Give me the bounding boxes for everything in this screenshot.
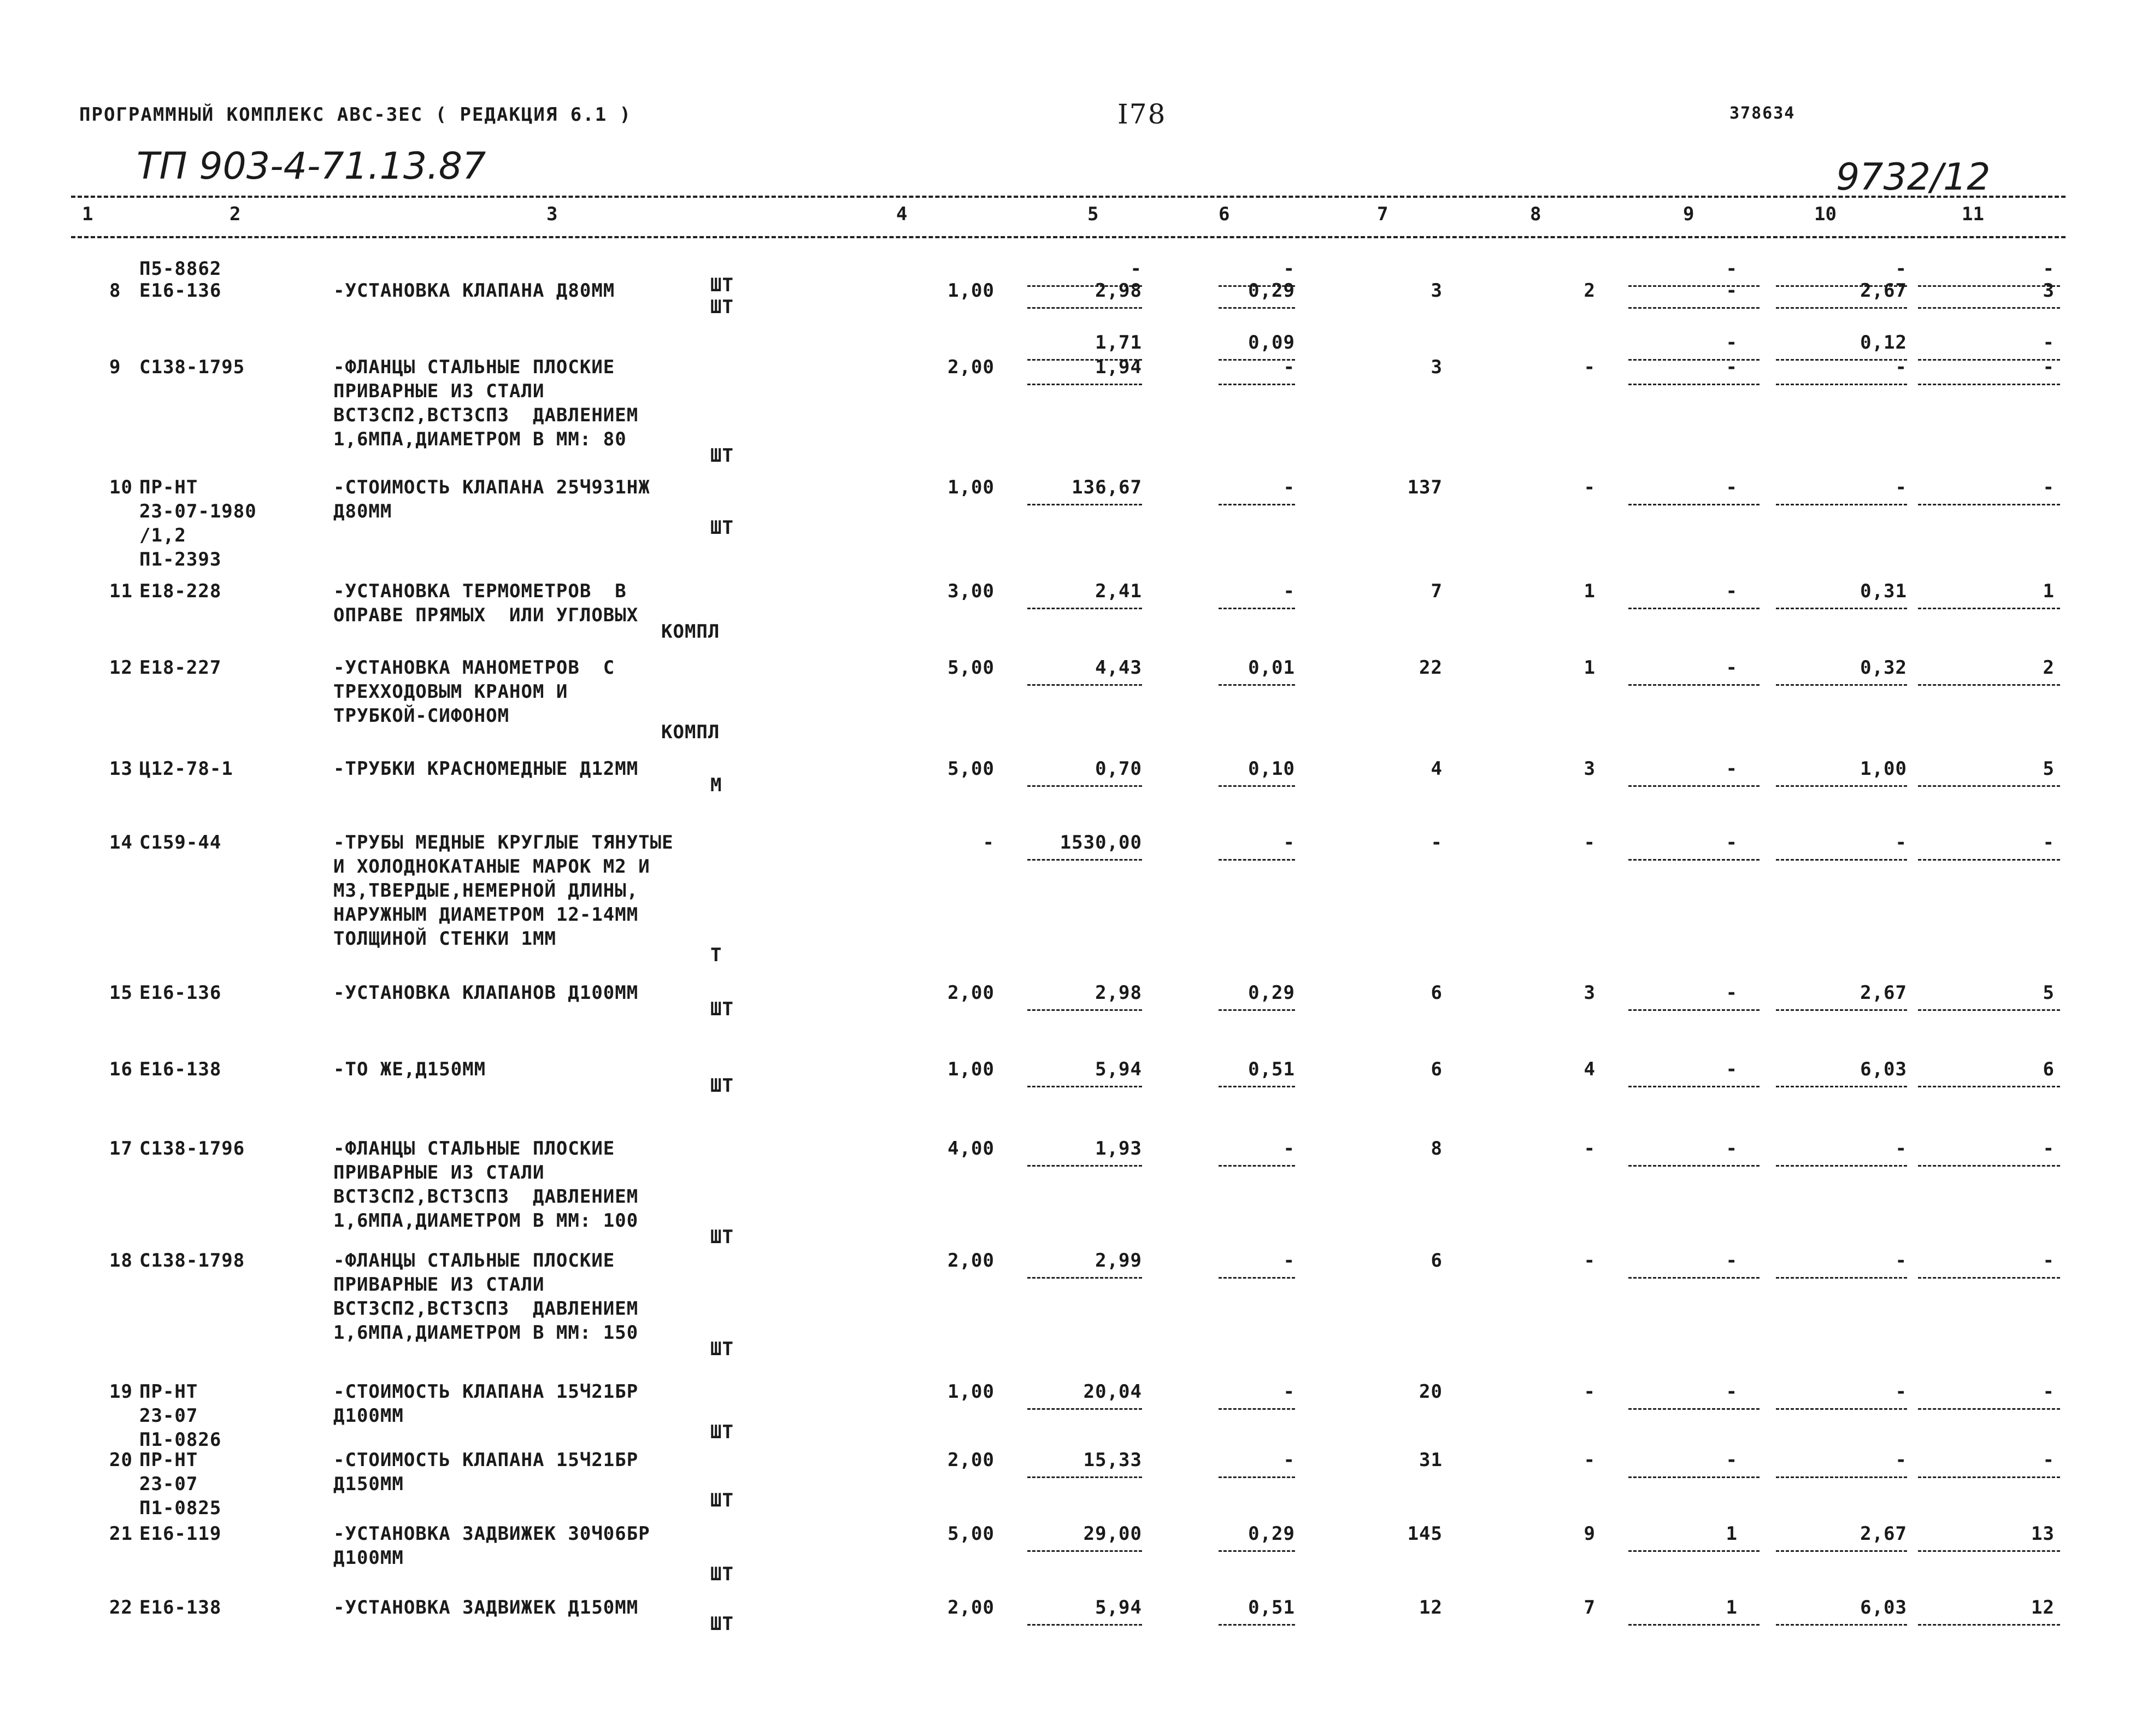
cell-num: 18 bbox=[109, 1250, 133, 1272]
cell-c11: 6 bbox=[2043, 1058, 2055, 1080]
cell-desc: -ТРУБЫ МЕДНЫЕ КРУГЛЫЕ ТЯНУТЫЕ И ХОЛОДНОКАТАНЫЕ МАРОК М2 И М3,ТВЕРДЫЕ,НЕМЕРНОЙ ДЛИНЫ, НАРУЖНЫМ ДИАМЕТРОМ 12-14ММ ТОЛЩИНОЙ СТЕНКИ 1ММ bbox=[333, 832, 674, 950]
dashed-rule bbox=[1219, 1624, 1295, 1626]
cell-qty: 3,00 bbox=[948, 580, 995, 602]
cell-c6: - bbox=[1283, 258, 1295, 280]
cell-c8: 4 bbox=[1584, 1058, 1596, 1080]
dashed-rule bbox=[1628, 1624, 1760, 1626]
dashed-rule bbox=[1776, 684, 1907, 686]
cell-c5: 2,98 bbox=[1095, 982, 1142, 1004]
dashed-rule bbox=[1628, 859, 1760, 861]
cell-c5: 1,93 bbox=[1095, 1138, 1142, 1160]
cell-desc: -ФЛАНЦЫ СТАЛЬНЫЕ ПЛОСКИЕ ПРИВАРНЫЕ ИЗ СТАЛИ ВСТ3СП2,ВСТ3СП3 ДАВЛЕНИЕМ 1,6МПА,ДИАМЕТРОМ В ММ: 100 bbox=[333, 1138, 639, 1232]
cell-code: Е16-119 bbox=[139, 1523, 222, 1545]
cell-unit: М bbox=[710, 774, 722, 796]
dashed-rule bbox=[1027, 785, 1142, 787]
cell-num: 14 bbox=[109, 832, 133, 854]
cell-desc: -ФЛАНЦЫ СТАЛЬНЫЕ ПЛОСКИЕ ПРИВАРНЫЕ ИЗ СТАЛИ ВСТ3СП2,ВСТ3СП3 ДАВЛЕНИЕМ 1,6МПА,ДИАМЕТРОМ В ММ: 80 bbox=[333, 356, 639, 450]
cell-c7: 7 bbox=[1431, 580, 1443, 602]
cell-c5: 1530,00 bbox=[1060, 832, 1142, 854]
cell-c10: 1,00 bbox=[1860, 758, 1907, 780]
cell-c6: 0,10 bbox=[1248, 758, 1295, 780]
dashed-rule bbox=[1918, 1009, 2060, 1011]
column-header-10: 10 bbox=[1814, 203, 1837, 225]
dashed-rule bbox=[1219, 307, 1295, 309]
dashed-rule bbox=[1219, 1408, 1295, 1410]
cell-c5: 1,94 bbox=[1095, 356, 1142, 378]
column-header-6: 6 bbox=[1219, 203, 1230, 225]
dashed-rule bbox=[1918, 1408, 2060, 1410]
cell-c11: 13 bbox=[2031, 1523, 2055, 1545]
cell-c11: 5 bbox=[2043, 758, 2055, 780]
cell-c8: - bbox=[1584, 1250, 1596, 1272]
cell-c5: 5,94 bbox=[1095, 1058, 1142, 1080]
document-code: 378634 bbox=[1729, 104, 1796, 123]
cell-qty: 1,00 bbox=[948, 280, 995, 302]
cell-c9: - bbox=[1726, 832, 1738, 854]
dashed-rule bbox=[1918, 1277, 2060, 1279]
cell-desc: -ТРУБКИ КРАСНОМЕДНЫЕ Д12ММ bbox=[333, 758, 639, 780]
cell-c8: 3 bbox=[1584, 982, 1596, 1004]
dashed-rule bbox=[1918, 1165, 2060, 1167]
cell-code: Е16-136 bbox=[139, 982, 222, 1004]
dashed-rule bbox=[1027, 1009, 1142, 1011]
cell-desc: -СТОИМОСТЬ КЛАПАНА 15Ч21БР Д150ММ bbox=[333, 1449, 639, 1495]
cell-c6: - bbox=[1283, 1449, 1295, 1471]
cell-c7: 145 bbox=[1407, 1523, 1443, 1545]
dashed-rule bbox=[1027, 608, 1142, 609]
cell-c8: - bbox=[1584, 356, 1596, 378]
cell-c6: 0,29 bbox=[1248, 982, 1295, 1004]
cell-c6: - bbox=[1283, 832, 1295, 854]
cell-c10: - bbox=[1895, 832, 1907, 854]
dashed-rule bbox=[1027, 1624, 1142, 1626]
cell-c11: - bbox=[2043, 1250, 2055, 1272]
cell-c8: 1 bbox=[1584, 580, 1596, 602]
cell-c10: 2,67 bbox=[1860, 280, 1907, 302]
cell-c9: - bbox=[1726, 258, 1738, 280]
cell-c11: - bbox=[2043, 258, 2055, 280]
dashed-rule bbox=[1628, 1086, 1760, 1087]
cell-num: 12 bbox=[109, 657, 133, 679]
dashed-rule bbox=[1776, 1009, 1907, 1011]
cell-desc: -УСТАНОВКА ЗАДВИЖЕК 30Ч06БР Д100ММ bbox=[333, 1523, 650, 1569]
dashed-rule bbox=[1776, 1408, 1907, 1410]
column-header-9: 9 bbox=[1683, 203, 1694, 225]
cell-c11: - bbox=[2043, 332, 2055, 354]
cell-c6: - bbox=[1283, 476, 1295, 498]
cell-num: 16 bbox=[109, 1058, 133, 1080]
cell-c8: 2 bbox=[1584, 280, 1596, 302]
cell-num: 17 bbox=[109, 1138, 133, 1160]
dashed-rule bbox=[1776, 608, 1907, 609]
cell-c7: 137 bbox=[1407, 476, 1443, 498]
doc-left-number: ТП 903-4-71.13.87 bbox=[137, 145, 486, 188]
cell-c10: 2,67 bbox=[1860, 982, 1907, 1004]
cell-c11: 1 bbox=[2043, 580, 2055, 602]
column-header-8: 8 bbox=[1530, 203, 1541, 225]
cell-qty: 1,00 bbox=[948, 476, 995, 498]
dashed-rule bbox=[1027, 684, 1142, 686]
cell-c5: 1,71 bbox=[1095, 332, 1142, 354]
cell-code: С138-1796 bbox=[139, 1138, 245, 1160]
cell-c10: - bbox=[1895, 1138, 1907, 1160]
cell-c9: - bbox=[1726, 332, 1738, 354]
dashed-rule bbox=[1918, 608, 2060, 609]
cell-unit: ШТ bbox=[710, 1490, 734, 1511]
cell-c8: 7 bbox=[1584, 1597, 1596, 1619]
cell-c6: 0,29 bbox=[1248, 280, 1295, 302]
cell-c8: - bbox=[1584, 1138, 1596, 1160]
dashed-rule bbox=[1027, 859, 1142, 861]
cell-c10: 6,03 bbox=[1860, 1597, 1907, 1619]
cell-unit: ШТ bbox=[710, 1563, 734, 1585]
dashed-rule bbox=[1918, 785, 2060, 787]
cell-desc: -УСТАНОВКА КЛАПАНА Д80ММ bbox=[333, 280, 615, 302]
column-header-7: 7 bbox=[1377, 203, 1388, 225]
dashed-rule bbox=[1776, 504, 1907, 505]
dashed-rule bbox=[1776, 1165, 1907, 1167]
cell-c10: 6,03 bbox=[1860, 1058, 1907, 1080]
cell-c10: - bbox=[1895, 476, 1907, 498]
cell-qty: 5,00 bbox=[948, 758, 995, 780]
cell-c10: 0,31 bbox=[1860, 580, 1907, 602]
column-header-2: 2 bbox=[230, 203, 241, 225]
cell-num: 9 bbox=[109, 356, 121, 378]
dashed-rule bbox=[1219, 1009, 1295, 1011]
cell-qty: - bbox=[982, 832, 995, 854]
cell-c11: - bbox=[2043, 1381, 2055, 1403]
cell-c7: 31 bbox=[1419, 1449, 1443, 1471]
cell-c6: - bbox=[1283, 1381, 1295, 1403]
cell-qty: 2,00 bbox=[948, 356, 995, 378]
cell-c7: 6 bbox=[1431, 982, 1443, 1004]
cell-c8: 3 bbox=[1584, 758, 1596, 780]
cell-c5: 4,43 bbox=[1095, 657, 1142, 679]
dashed-rule bbox=[1027, 1165, 1142, 1167]
cell-c6: 0,01 bbox=[1248, 657, 1295, 679]
cell-code: ПР-НТ 23-07-1980 /1,2 П1-2393 bbox=[139, 476, 257, 570]
cell-unit: ШТ bbox=[710, 445, 734, 467]
cell-unit: ШТ bbox=[710, 1338, 734, 1360]
cell-c9: - bbox=[1726, 1449, 1738, 1471]
cell-code: С159-44 bbox=[139, 832, 222, 854]
cell-c6: 0,51 bbox=[1248, 1058, 1295, 1080]
cell-qty: 2,00 bbox=[948, 982, 995, 1004]
cell-c6: - bbox=[1283, 1138, 1295, 1160]
cell-c5: 15,33 bbox=[1083, 1449, 1142, 1471]
cell-unit: ШТ bbox=[710, 274, 734, 296]
column-header-4: 4 bbox=[896, 203, 908, 225]
cell-c8: 9 bbox=[1584, 1523, 1596, 1545]
cell-c6: - bbox=[1283, 356, 1295, 378]
cell-c6: 0,51 bbox=[1248, 1597, 1295, 1619]
cell-c6: 0,09 bbox=[1248, 332, 1295, 354]
cell-c7: 4 bbox=[1431, 758, 1443, 780]
cell-c5: 20,04 bbox=[1083, 1381, 1142, 1403]
column-header-1: 1 bbox=[82, 203, 93, 225]
cell-c5: 2,98 bbox=[1095, 280, 1142, 302]
program-title: ПРОГРАММНЫЙ КОМПЛЕКС АВС-ЗЕС ( РЕДАКЦИЯ 6.1 ) bbox=[79, 104, 632, 126]
dashed-rule bbox=[1628, 1009, 1760, 1011]
cell-c9: - bbox=[1726, 280, 1738, 302]
cell-c9: - bbox=[1726, 476, 1738, 498]
cell-c6: - bbox=[1283, 1250, 1295, 1272]
cell-code: С138-1798 bbox=[139, 1250, 245, 1272]
dashed-rule bbox=[1628, 1165, 1760, 1167]
dashed-rule bbox=[1219, 859, 1295, 861]
cell-c5: - bbox=[1130, 258, 1142, 280]
cell-c10: - bbox=[1895, 1449, 1907, 1471]
dashed-rule bbox=[1027, 1476, 1142, 1478]
dashed-rule bbox=[1628, 384, 1760, 385]
dashed-rule bbox=[1219, 1086, 1295, 1087]
cell-unit: ШТ bbox=[710, 1075, 734, 1097]
top-rule bbox=[71, 196, 2066, 198]
dashed-rule bbox=[1776, 1550, 1907, 1552]
cell-c7: 12 bbox=[1419, 1597, 1443, 1619]
dashed-rule bbox=[1918, 859, 2060, 861]
cell-c7: 3 bbox=[1431, 280, 1443, 302]
cell-desc: -ТО ЖЕ,Д150ММ bbox=[333, 1058, 486, 1080]
dashed-rule bbox=[1219, 1165, 1295, 1167]
cell-desc: -СТОИМОСТЬ КЛАПАНА 25Ч931НЖ Д80ММ bbox=[333, 476, 650, 522]
cell-num: 22 bbox=[109, 1597, 133, 1619]
dashed-rule bbox=[1027, 1408, 1142, 1410]
cell-num: 21 bbox=[109, 1523, 133, 1545]
cell-num: 10 bbox=[109, 476, 133, 498]
dashed-rule bbox=[1628, 504, 1760, 505]
dashed-rule bbox=[1628, 1408, 1760, 1410]
cell-c8: 1 bbox=[1584, 657, 1596, 679]
cell-code: П5-8862 bbox=[139, 258, 222, 280]
dashed-rule bbox=[1776, 785, 1907, 787]
cell-qty: 5,00 bbox=[948, 1523, 995, 1545]
dashed-rule bbox=[1027, 307, 1142, 309]
dashed-rule bbox=[1918, 1086, 2060, 1087]
cell-qty: 1,00 bbox=[948, 1381, 995, 1403]
cell-desc: -УСТАНОВКА КЛАПАНОВ Д100ММ bbox=[333, 982, 639, 1004]
cell-c11: - bbox=[2043, 356, 2055, 378]
dashed-rule bbox=[1027, 1277, 1142, 1279]
dashed-rule bbox=[1027, 1086, 1142, 1087]
cell-qty: 1,00 bbox=[948, 1058, 995, 1080]
dashed-rule bbox=[1918, 307, 2060, 309]
cell-c5: 2,41 bbox=[1095, 580, 1142, 602]
dashed-rule bbox=[1219, 1550, 1295, 1552]
dashed-rule bbox=[1628, 608, 1760, 609]
cell-c10: - bbox=[1895, 356, 1907, 378]
dashed-rule bbox=[1628, 785, 1760, 787]
cell-desc: -УСТАНОВКА МАНОМЕТРОВ С ТРЕХХОДОВЫМ КРАНОМ И ТРУБКОЙ-СИФОНОМ bbox=[333, 657, 615, 727]
cell-unit: ШТ bbox=[710, 1226, 734, 1248]
dashed-rule bbox=[1918, 1624, 2060, 1626]
dashed-rule bbox=[1219, 504, 1295, 505]
cell-qty: 2,00 bbox=[948, 1597, 995, 1619]
cell-c11: - bbox=[2043, 1138, 2055, 1160]
cell-unit: КОМПЛ bbox=[661, 721, 720, 743]
dashed-rule bbox=[1918, 384, 2060, 385]
column-header-3: 3 bbox=[546, 203, 558, 225]
cell-num: 19 bbox=[109, 1381, 133, 1403]
cell-c10: 0,32 bbox=[1860, 657, 1907, 679]
cell-unit: ШТ bbox=[710, 1613, 734, 1635]
cell-c9: 1 bbox=[1726, 1523, 1738, 1545]
dashed-rule bbox=[1219, 384, 1295, 385]
cell-c9: - bbox=[1726, 1381, 1738, 1403]
dashed-rule bbox=[1219, 785, 1295, 787]
dashed-rule bbox=[1628, 307, 1760, 309]
cell-c9: 1 bbox=[1726, 1597, 1738, 1619]
cell-c7: 8 bbox=[1431, 1138, 1443, 1160]
cell-c10: - bbox=[1895, 1250, 1907, 1272]
cell-c11: - bbox=[2043, 476, 2055, 498]
cell-c8: - bbox=[1584, 832, 1596, 854]
cell-c10: - bbox=[1895, 258, 1907, 280]
cell-desc: -СТОИМОСТЬ КЛАПАНА 15Ч21БР Д100ММ bbox=[333, 1381, 639, 1427]
header-rule bbox=[71, 236, 2066, 238]
cell-c9: - bbox=[1726, 657, 1738, 679]
cell-num: 8 bbox=[109, 280, 121, 302]
cell-unit: ШТ bbox=[710, 998, 734, 1020]
column-header-11: 11 bbox=[1962, 203, 1984, 225]
dashed-rule bbox=[1776, 859, 1907, 861]
cell-c9: - bbox=[1726, 982, 1738, 1004]
cell-desc: -УСТАНОВКА ТЕРМОМЕТРОВ В ОПРАВЕ ПРЯМЫХ ИЛИ УГЛОВЫХ bbox=[333, 580, 639, 626]
cell-c8: - bbox=[1584, 1381, 1596, 1403]
dashed-rule bbox=[1219, 684, 1295, 686]
cell-c10: 2,67 bbox=[1860, 1523, 1907, 1545]
cell-c8: - bbox=[1584, 1449, 1596, 1471]
cell-code: Е16-136 bbox=[139, 280, 222, 302]
cell-c7: 3 bbox=[1431, 356, 1443, 378]
cell-c11: - bbox=[2043, 832, 2055, 854]
cell-c5: 29,00 bbox=[1083, 1523, 1142, 1545]
dashed-rule bbox=[1776, 1476, 1907, 1478]
cell-c7: - bbox=[1431, 832, 1443, 854]
cell-code: Е18-228 bbox=[139, 580, 222, 602]
cell-c11: 3 bbox=[2043, 280, 2055, 302]
dashed-rule bbox=[1628, 684, 1760, 686]
cell-c11: 12 bbox=[2031, 1597, 2055, 1619]
dashed-rule bbox=[1918, 684, 2060, 686]
cell-code: Ц12-78-1 bbox=[139, 758, 233, 780]
dashed-rule bbox=[1776, 307, 1907, 309]
cell-c5: 2,99 bbox=[1095, 1250, 1142, 1272]
cell-code: ПР-НТ 23-07 П1-0826 bbox=[139, 1381, 222, 1451]
cell-unit: ШТ bbox=[710, 296, 734, 318]
page-number: I78 bbox=[1117, 98, 1167, 130]
dashed-rule bbox=[1628, 285, 1760, 287]
cell-unit: КОМПЛ bbox=[661, 621, 720, 643]
cell-num: 11 bbox=[109, 580, 133, 602]
dashed-rule bbox=[1918, 1476, 2060, 1478]
cell-code: Е18-227 bbox=[139, 657, 222, 679]
dashed-rule bbox=[1776, 384, 1907, 385]
cell-c9: - bbox=[1726, 580, 1738, 602]
cell-c6: - bbox=[1283, 580, 1295, 602]
dashed-rule bbox=[1918, 1550, 2060, 1552]
cell-c9: - bbox=[1726, 356, 1738, 378]
cell-qty: 2,00 bbox=[948, 1449, 995, 1471]
cell-c7: 22 bbox=[1419, 657, 1443, 679]
cell-c9: - bbox=[1726, 1058, 1738, 1080]
dashed-rule bbox=[1776, 1086, 1907, 1087]
cell-c11: 5 bbox=[2043, 982, 2055, 1004]
dashed-rule bbox=[1628, 1476, 1760, 1478]
cell-c7: 20 bbox=[1419, 1381, 1443, 1403]
cell-c10: 0,12 bbox=[1860, 332, 1907, 354]
cell-c7: 6 bbox=[1431, 1058, 1443, 1080]
cell-c8: - bbox=[1584, 476, 1596, 498]
dashed-rule bbox=[1628, 1550, 1760, 1552]
dashed-rule bbox=[1918, 504, 2060, 505]
cell-unit: ШТ bbox=[710, 517, 734, 539]
dashed-rule bbox=[1776, 1624, 1907, 1626]
dashed-rule bbox=[1776, 1277, 1907, 1279]
cell-c9: - bbox=[1726, 1138, 1738, 1160]
cell-num: 15 bbox=[109, 982, 133, 1004]
cell-unit: ШТ bbox=[710, 1421, 734, 1443]
dashed-rule bbox=[1027, 504, 1142, 505]
cell-c9: - bbox=[1726, 1250, 1738, 1272]
cell-c6: 0,29 bbox=[1248, 1523, 1295, 1545]
cell-c5: 0,70 bbox=[1095, 758, 1142, 780]
dashed-rule bbox=[1219, 608, 1295, 609]
cell-unit: Т bbox=[710, 944, 722, 966]
dashed-rule bbox=[1219, 1277, 1295, 1279]
cell-code: Е16-138 bbox=[139, 1597, 222, 1619]
cell-qty: 2,00 bbox=[948, 1250, 995, 1272]
dashed-rule bbox=[1219, 1476, 1295, 1478]
column-header-5: 5 bbox=[1087, 203, 1099, 225]
cell-c9: - bbox=[1726, 758, 1738, 780]
cell-c11: - bbox=[2043, 1449, 2055, 1471]
cell-num: 13 bbox=[109, 758, 133, 780]
dashed-rule bbox=[1628, 359, 1760, 361]
cell-qty: 5,00 bbox=[948, 657, 995, 679]
cell-c11: 2 bbox=[2043, 657, 2055, 679]
dashed-rule bbox=[1027, 384, 1142, 385]
doc-right-number: 9732/12 bbox=[1836, 156, 1991, 199]
cell-desc: -УСТАНОВКА ЗАДВИЖЕК Д150ММ bbox=[333, 1597, 639, 1619]
dashed-rule bbox=[1628, 1277, 1760, 1279]
cell-c5: 5,94 bbox=[1095, 1597, 1142, 1619]
cell-c5: 136,67 bbox=[1072, 476, 1142, 498]
cell-code: ПР-НТ 23-07 П1-0825 bbox=[139, 1449, 222, 1519]
cell-desc: -ФЛАНЦЫ СТАЛЬНЫЕ ПЛОСКИЕ ПРИВАРНЫЕ ИЗ СТАЛИ ВСТ3СП2,ВСТ3СП3 ДАВЛЕНИЕМ 1,6МПА,ДИАМЕТРОМ В ММ: 150 bbox=[333, 1250, 639, 1344]
cell-qty: 4,00 bbox=[948, 1138, 995, 1160]
cell-c10: - bbox=[1895, 1381, 1907, 1403]
cell-num: 20 bbox=[109, 1449, 133, 1471]
dashed-rule bbox=[1027, 1550, 1142, 1552]
cell-code: Е16-138 bbox=[139, 1058, 222, 1080]
cell-c7: 6 bbox=[1431, 1250, 1443, 1272]
cell-code: С138-1795 bbox=[139, 356, 245, 378]
